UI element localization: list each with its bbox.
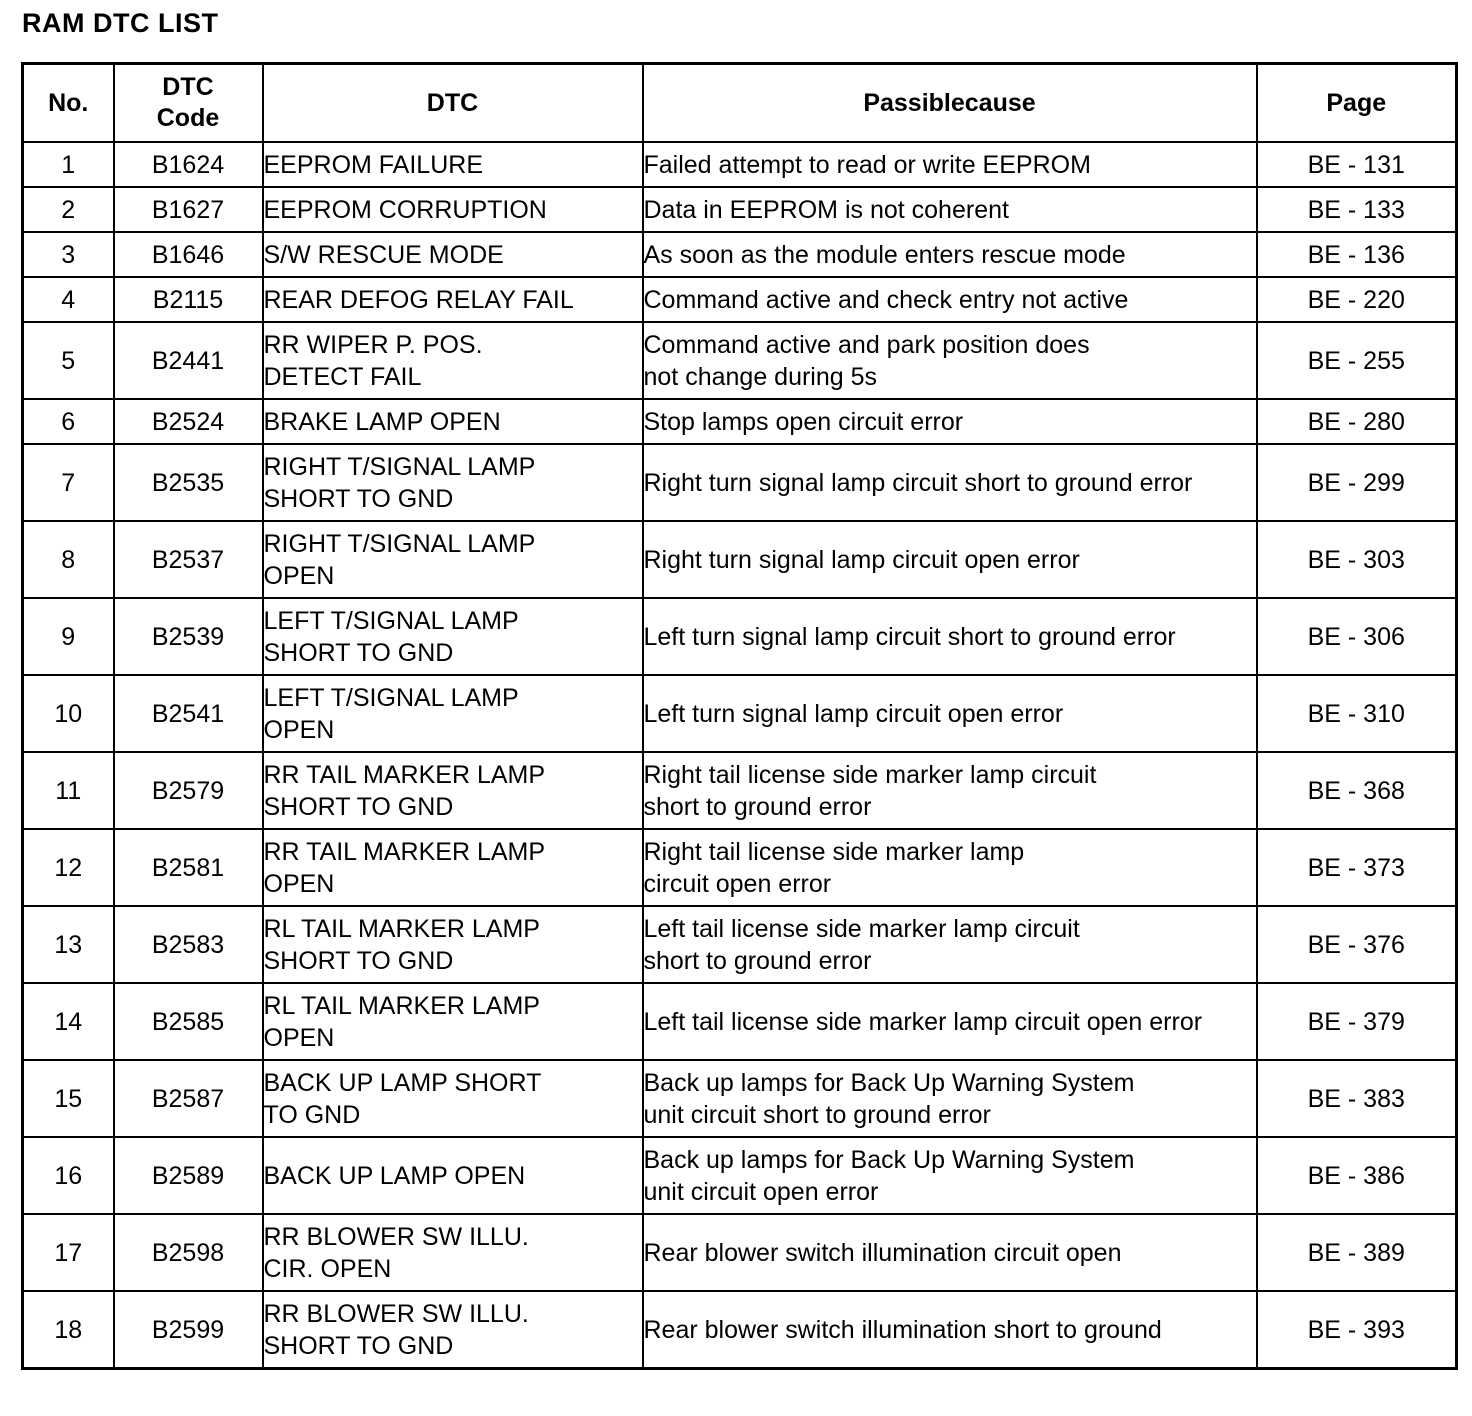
header-page: Page: [1257, 64, 1457, 143]
dtc-description: BACK UP LAMP OPEN: [263, 1137, 643, 1214]
dtc-description: EEPROM FAILURE: [263, 142, 643, 187]
header-dtc-code: [114, 64, 263, 143]
dtc-description: LEFT T/SIGNAL LAMP SHORT TO GND: [263, 598, 643, 675]
table-row: [23, 1291, 1457, 1369]
dtc-number: 5: [23, 322, 114, 399]
header-possible-cause: Passiblecause: [643, 64, 1257, 143]
dtc-number: 8: [23, 521, 114, 598]
page-title: RAM DTC LIST: [22, 8, 219, 38]
table-row: [23, 399, 1457, 444]
page-reference: BE - 376: [1257, 906, 1457, 983]
possible-cause: Right tail license side marker lamp circuit short to ground error: [643, 752, 1257, 829]
table-row: [23, 1214, 1457, 1291]
possible-cause: Right turn signal lamp circuit open error: [643, 521, 1257, 598]
page-reference: BE - 131: [1257, 142, 1457, 187]
dtc-description: RL TAIL MARKER LAMP OPEN: [263, 983, 643, 1060]
table-row: [23, 829, 1457, 906]
possible-cause: Stop lamps open circuit error: [643, 399, 1257, 444]
dtc-description: RL TAIL MARKER LAMP SHORT TO GND: [263, 906, 643, 983]
dtc-description: REAR DEFOG RELAY FAIL: [263, 277, 643, 322]
dtc-code: B2524: [114, 399, 263, 444]
dtc-code: B2583: [114, 906, 263, 983]
table-row: [23, 142, 1457, 187]
dtc-description: BACK UP LAMP SHORT TO GND: [263, 1060, 643, 1137]
dtc-description: RIGHT T/SIGNAL LAMP OPEN: [263, 521, 643, 598]
dtc-number: 15: [23, 1060, 114, 1137]
possible-cause: Command active and park position does not change during 5s: [643, 322, 1257, 399]
dtc-number: 14: [23, 983, 114, 1060]
possible-cause: Failed attempt to read or write EEPROM: [643, 142, 1257, 187]
dtc-description: RR TAIL MARKER LAMP OPEN: [263, 829, 643, 906]
table-row: [23, 752, 1457, 829]
dtc-number: 7: [23, 444, 114, 521]
dtc-code: B2537: [114, 521, 263, 598]
possible-cause: Command active and check entry not active: [643, 277, 1257, 322]
dtc-description: EEPROM CORRUPTION: [263, 187, 643, 232]
dtc-code: B1627: [114, 187, 263, 232]
page-reference: BE - 220: [1257, 277, 1457, 322]
dtc-description: RR BLOWER SW ILLU. CIR. OPEN: [263, 1214, 643, 1291]
possible-cause: Left turn signal lamp circuit short to ground error: [643, 598, 1257, 675]
page-reference: BE - 303: [1257, 521, 1457, 598]
table-row: [23, 983, 1457, 1060]
possible-cause: Right turn signal lamp circuit short to ground error: [643, 444, 1257, 521]
dtc-number: 10: [23, 675, 114, 752]
dtc-code: B2539: [114, 598, 263, 675]
page-reference: BE - 280: [1257, 399, 1457, 444]
header-no: No.: [23, 64, 114, 143]
table-row: [23, 1060, 1457, 1137]
dtc-code: B2541: [114, 675, 263, 752]
page-reference: BE - 389: [1257, 1214, 1457, 1291]
table-row: [23, 906, 1457, 983]
header-dtc: DTC: [263, 64, 643, 143]
page-reference: BE - 379: [1257, 983, 1457, 1060]
table-row: [23, 675, 1457, 752]
dtc-description: RIGHT T/SIGNAL LAMP SHORT TO GND: [263, 444, 643, 521]
table-row: [23, 232, 1457, 277]
page-reference: BE - 373: [1257, 829, 1457, 906]
dtc-description: LEFT T/SIGNAL LAMP OPEN: [263, 675, 643, 752]
table-row: [23, 1137, 1457, 1214]
dtc-code: B2581: [114, 829, 263, 906]
dtc-description: RR BLOWER SW ILLU. SHORT TO GND: [263, 1291, 643, 1369]
possible-cause: Left tail license side marker lamp circuit short to ground error: [643, 906, 1257, 983]
dtc-number: 6: [23, 399, 114, 444]
dtc-code: B2587: [114, 1060, 263, 1137]
page-reference: BE - 386: [1257, 1137, 1457, 1214]
dtc-description: S/W RESCUE MODE: [263, 232, 643, 277]
page-reference: BE - 310: [1257, 675, 1457, 752]
dtc-code: B1646: [114, 232, 263, 277]
dtc-code: B2585: [114, 983, 263, 1060]
page-reference: BE - 368: [1257, 752, 1457, 829]
table-row: [23, 322, 1457, 399]
dtc-code: B2589: [114, 1137, 263, 1214]
table-row: [23, 187, 1457, 232]
dtc-table: [21, 62, 1458, 1370]
header-dtc-code-label: DTC Code: [156, 73, 220, 132]
table-body: [23, 142, 1457, 1369]
dtc-number: 12: [23, 829, 114, 906]
dtc-code: B2535: [114, 444, 263, 521]
page-reference: BE - 383: [1257, 1060, 1457, 1137]
page-reference: BE - 393: [1257, 1291, 1457, 1369]
dtc-number: 17: [23, 1214, 114, 1291]
possible-cause: As soon as the module enters rescue mode: [643, 232, 1257, 277]
possible-cause: Data in EEPROM is not coherent: [643, 187, 1257, 232]
possible-cause: Left tail license side marker lamp circuit open error: [643, 983, 1257, 1060]
table-row: [23, 521, 1457, 598]
dtc-number: 3: [23, 232, 114, 277]
dtc-number: 18: [23, 1291, 114, 1369]
dtc-number: 4: [23, 277, 114, 322]
page-reference: BE - 299: [1257, 444, 1457, 521]
table-row: [23, 598, 1457, 675]
dtc-code: B1624: [114, 142, 263, 187]
dtc-number: 11: [23, 752, 114, 829]
page-reference: BE - 306: [1257, 598, 1457, 675]
dtc-code: B2579: [114, 752, 263, 829]
table-row: [23, 277, 1457, 322]
possible-cause: Rear blower switch illumination circuit open: [643, 1214, 1257, 1291]
dtc-description: RR TAIL MARKER LAMP SHORT TO GND: [263, 752, 643, 829]
possible-cause: Left turn signal lamp circuit open error: [643, 675, 1257, 752]
dtc-code: B2115: [114, 277, 263, 322]
dtc-number: 13: [23, 906, 114, 983]
possible-cause: Rear blower switch illumination short to ground: [643, 1291, 1257, 1369]
dtc-description: RR WIPER P. POS. DETECT FAIL: [263, 322, 643, 399]
table-row: [23, 444, 1457, 521]
dtc-code: B2441: [114, 322, 263, 399]
page-reference: BE - 136: [1257, 232, 1457, 277]
table-header-row: [23, 64, 1457, 143]
possible-cause: Back up lamps for Back Up Warning System unit circuit open error: [643, 1137, 1257, 1214]
possible-cause: Right tail license side marker lamp circuit open error: [643, 829, 1257, 906]
dtc-number: 2: [23, 187, 114, 232]
page-reference: BE - 133: [1257, 187, 1457, 232]
dtc-number: 16: [23, 1137, 114, 1214]
page-reference: BE - 255: [1257, 322, 1457, 399]
possible-cause: Back up lamps for Back Up Warning System unit circuit short to ground error: [643, 1060, 1257, 1137]
dtc-code: B2599: [114, 1291, 263, 1369]
dtc-number: 9: [23, 598, 114, 675]
dtc-description: BRAKE LAMP OPEN: [263, 399, 643, 444]
dtc-code: B2598: [114, 1214, 263, 1291]
dtc-number: 1: [23, 142, 114, 187]
